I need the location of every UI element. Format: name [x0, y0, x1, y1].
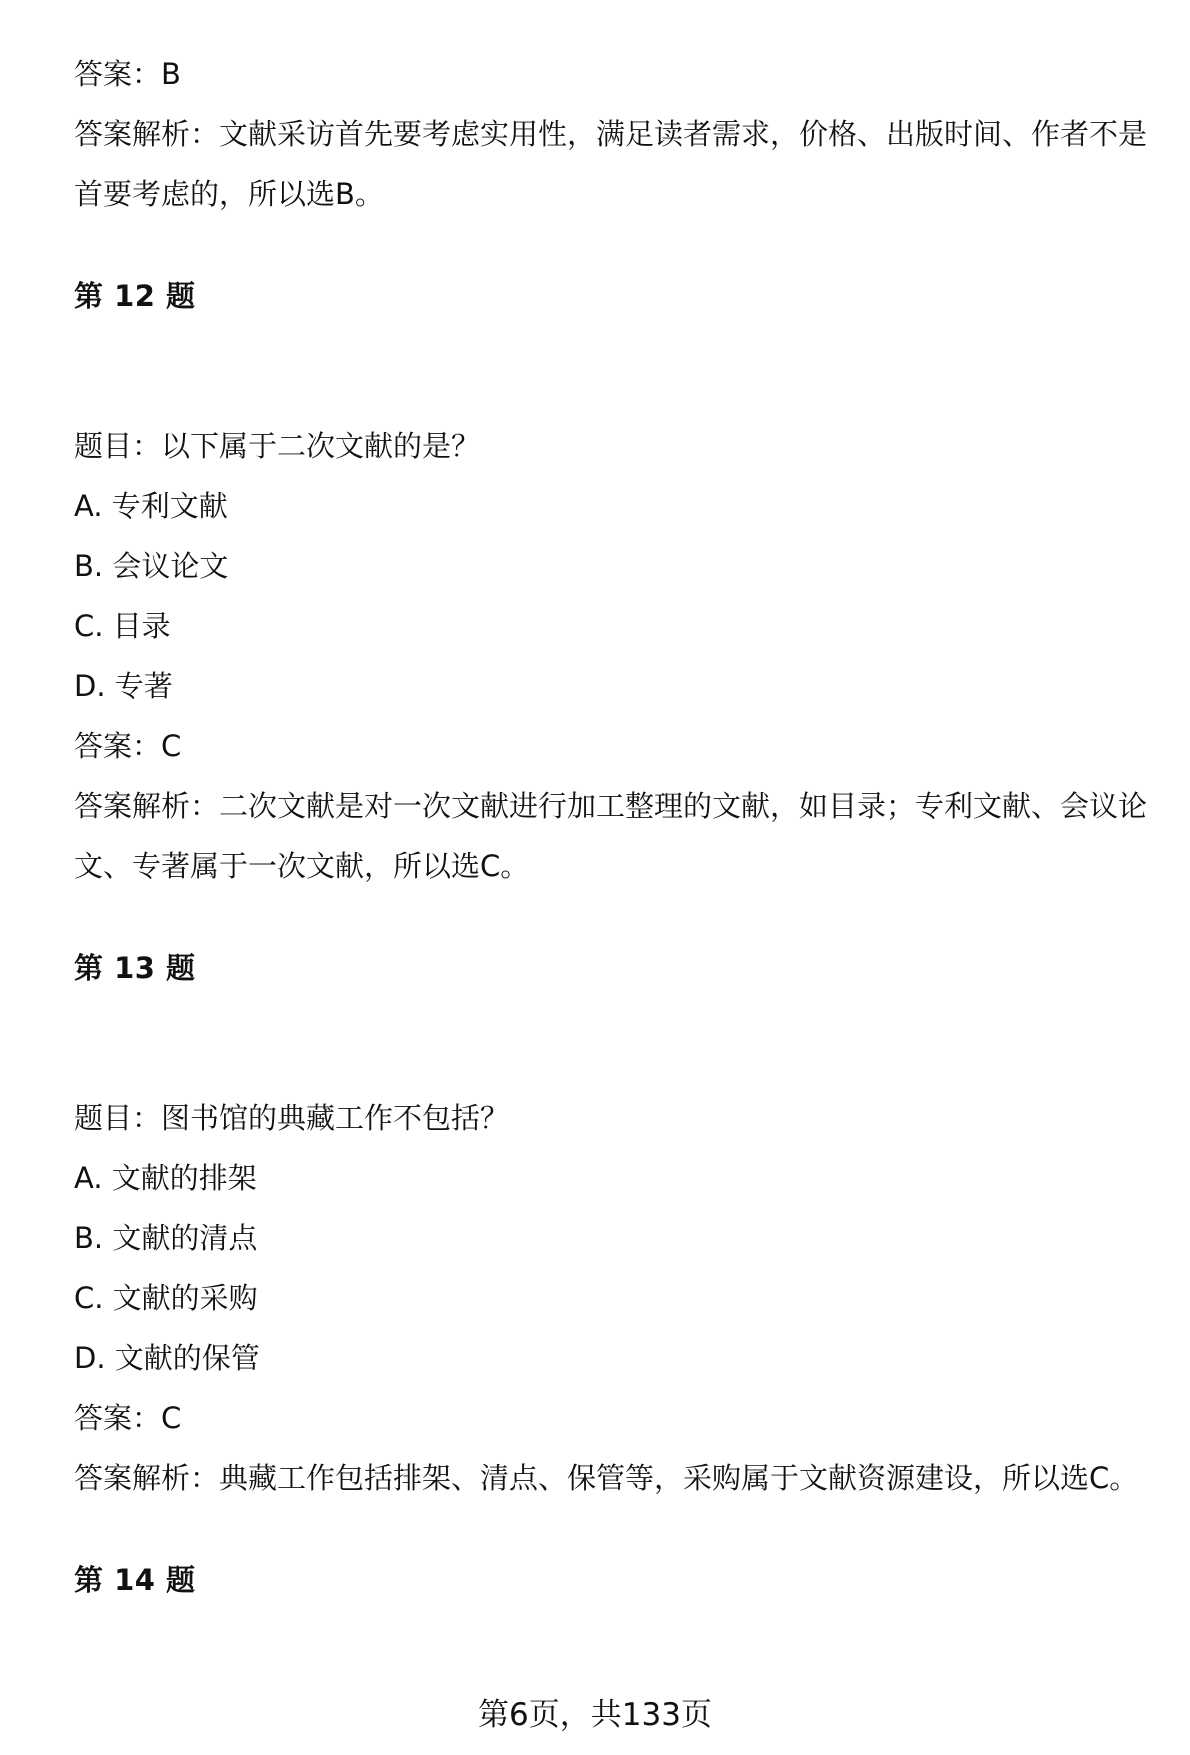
- answer-explanation: 答案解析：文献采访首先要考虑实用性，满足读者需求，价格、出版时间、作者不是首要考虑的，所以选B。: [74, 117, 1148, 211]
- answer-line: 答案：C: [74, 729, 182, 763]
- question-block-12: [74, 266, 1164, 938]
- question-heading-14: 第 14 题: [74, 1563, 196, 1597]
- spacer: [74, 896, 1164, 938]
- option-c: C. 目录: [74, 609, 171, 643]
- option-d: D. 文献的保管: [74, 1341, 260, 1375]
- question-block-13: [74, 938, 1164, 1550]
- page-footer: 第6页，共133页: [478, 1697, 712, 1733]
- answer-explanation: 答案解析：二次文献是对一次文献进行加工整理的文献，如目录；专利文献、会议论文、专著属于一次文献，所以选C。: [74, 789, 1148, 883]
- spacer: [74, 326, 1164, 416]
- option-d: D. 专著: [74, 669, 173, 703]
- spacer: [74, 1508, 1164, 1550]
- option-b: B. 文献的清点: [74, 1221, 258, 1255]
- question-heading: 第 13 题: [74, 951, 196, 985]
- question-text: 题目：图书馆的典藏工作不包括？: [74, 1101, 510, 1135]
- option-b: B. 会议论文: [74, 549, 229, 583]
- option-a: A. 文献的排架: [74, 1161, 257, 1195]
- page-content: [74, 44, 1164, 1610]
- answer-line: 答案：B: [74, 57, 181, 91]
- answer-explanation: 答案解析：典藏工作包括排架、清点、保管等，采购属于文献资源建设，所以选C。: [74, 1461, 1139, 1495]
- spacer: [74, 224, 1164, 266]
- option-c: C. 文献的采购: [74, 1281, 258, 1315]
- spacer: [74, 998, 1164, 1088]
- question-text: 题目：以下属于二次文献的是？: [74, 429, 481, 463]
- answer-line: 答案：C: [74, 1401, 182, 1435]
- question-heading: 第 12 题: [74, 279, 196, 313]
- option-a: A. 专利文献: [74, 489, 228, 523]
